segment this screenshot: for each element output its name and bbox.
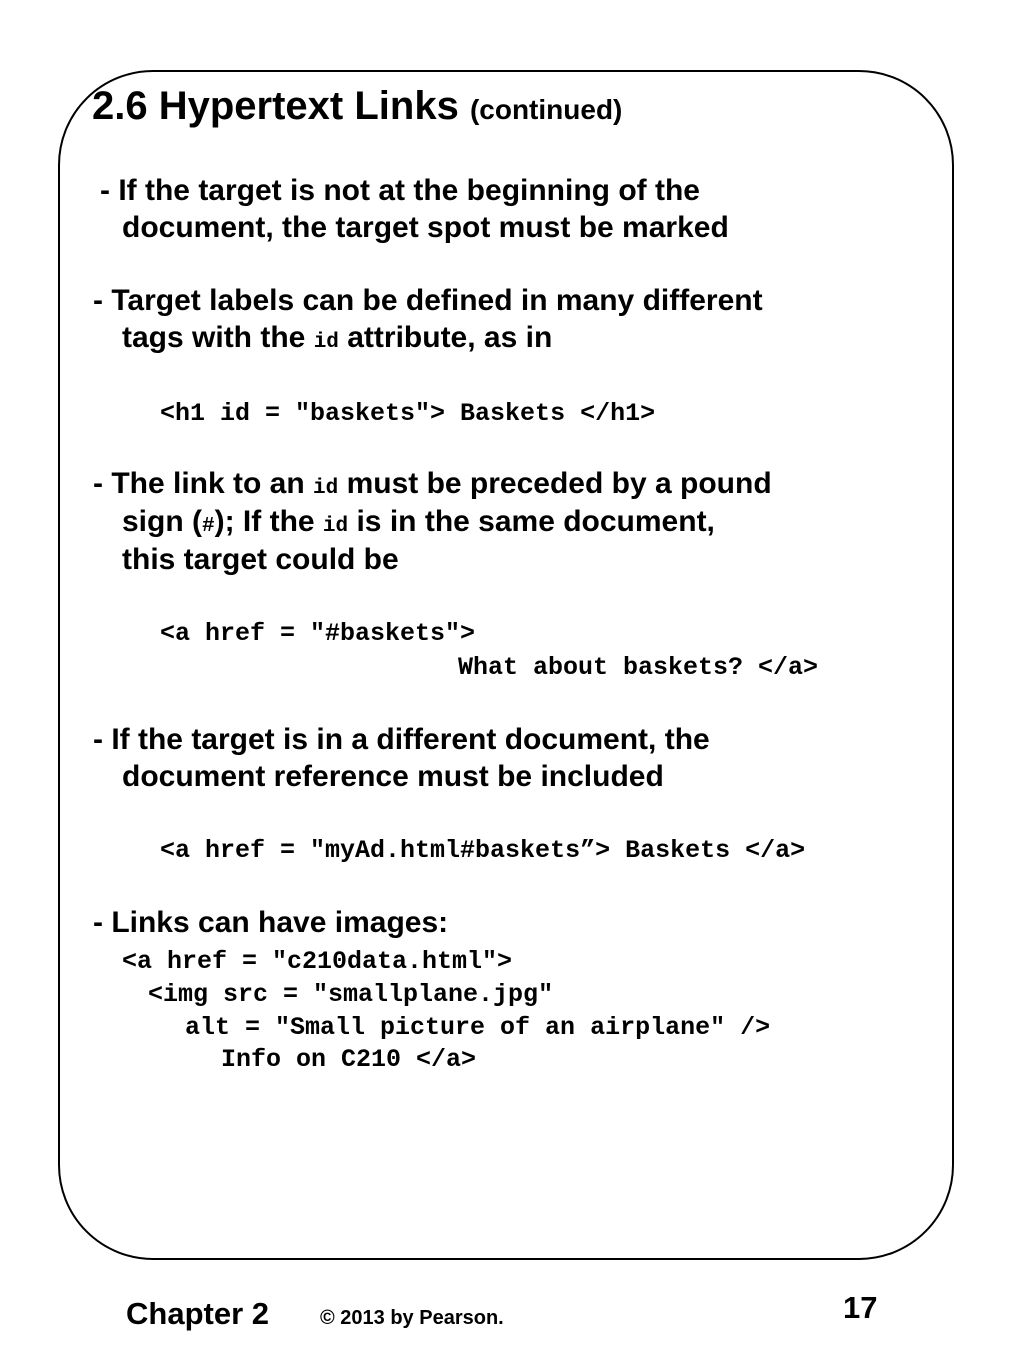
- bullet3-line3: this target could be: [122, 543, 399, 576]
- bullet3-line1-post: must be preceded by a pound: [338, 467, 772, 500]
- footer-chapter: Chapter 2: [126, 1296, 269, 1331]
- bullet3-id-code-2: id: [322, 515, 349, 538]
- bullet3-line2: [122, 503, 715, 545]
- bullet3-pound-code: #: [202, 515, 215, 538]
- bullet1-line2: document, the target spot must be marked: [122, 211, 729, 244]
- code-anchor-href: <a href = "#baskets">: [160, 619, 476, 648]
- bullet4-line2: document reference must be included: [122, 760, 664, 793]
- bullet4-line1: - If the target is in a different document, the: [93, 723, 710, 756]
- code-image-link-2: <img src = "smallplane.jpg": [148, 980, 554, 1009]
- code-h1-example: <h1 id = "baskets"> Baskets </h1>: [160, 399, 656, 428]
- code-anchor-text: What about baskets? </a>: [458, 653, 819, 682]
- bullet2-line2: [122, 319, 552, 361]
- bullet3-id-code: id: [313, 477, 339, 500]
- slide-title: [92, 84, 622, 129]
- bullet1-line1: - If the target is not at the beginning of the: [100, 174, 700, 207]
- bullet5-line1: - Links can have images:: [93, 906, 449, 939]
- bullet2-line2-post: attribute, as in: [338, 321, 553, 354]
- bullet3-line2-post: is in the same document,: [348, 505, 715, 538]
- code-external-link: <a href = "myAd.html#baskets”> Baskets </a>: [160, 836, 806, 865]
- title-continued: (continued): [469, 94, 623, 125]
- code-image-link-4: Info on C210 </a>: [221, 1045, 477, 1074]
- bullet3-line2-pre: sign (: [122, 505, 202, 538]
- bullet3-line2-mid: ); If the: [214, 505, 323, 538]
- footer-copyright: © 2013 by Pearson.: [320, 1307, 504, 1329]
- bullet2-id-code: id: [313, 331, 339, 354]
- code-image-link-1: <a href = "c210data.html">: [122, 947, 513, 976]
- bullet3-line1-pre: - The link to an: [93, 467, 314, 500]
- bullet3-line1: [93, 465, 772, 507]
- footer-page-number: 17: [843, 1290, 878, 1325]
- title-main: 2.6 Hypertext Links: [92, 84, 459, 128]
- bullet2-line2-pre: tags with the: [122, 321, 314, 354]
- bullet2-line1: - Target labels can be defined in many different: [93, 284, 763, 317]
- code-image-link-3: alt = "Small picture of an airplane" />: [185, 1013, 771, 1042]
